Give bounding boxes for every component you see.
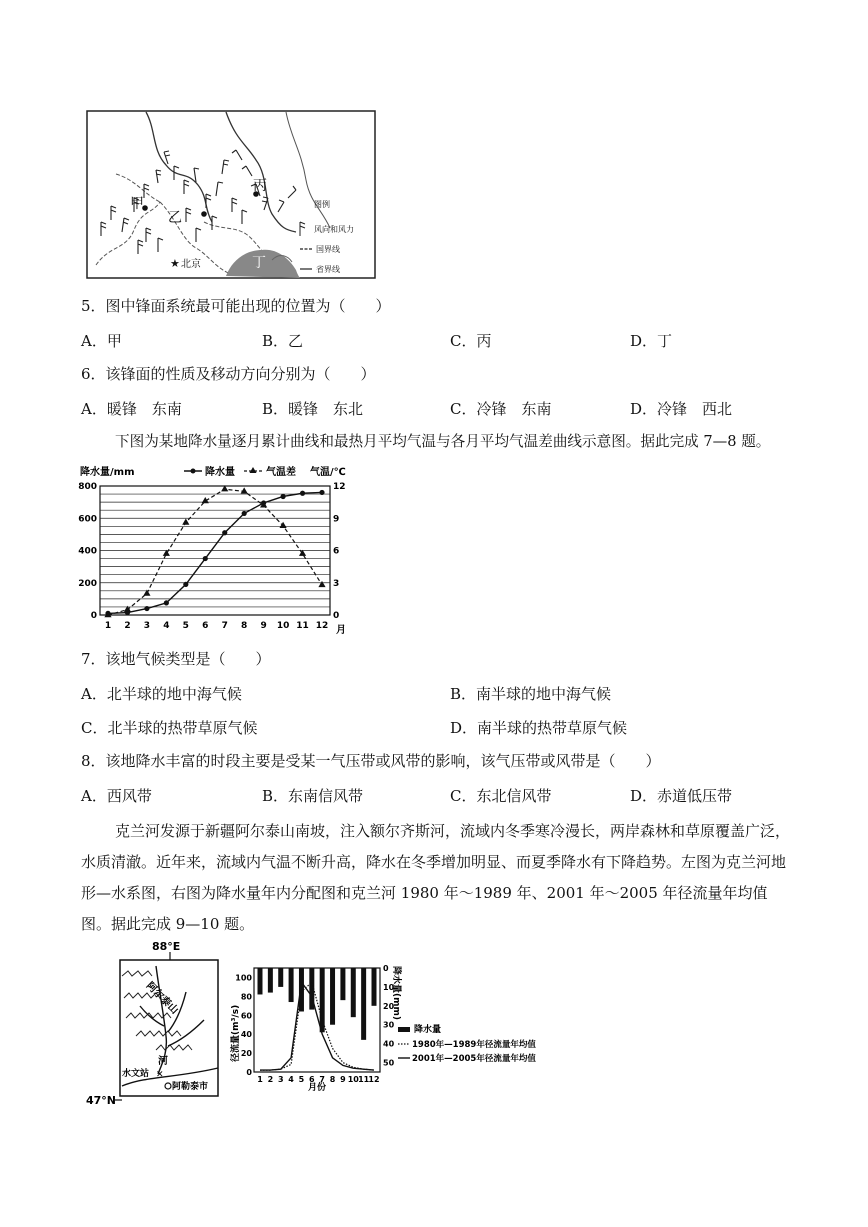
station-label: 水文站 [122, 1069, 150, 1079]
q6-option-c[interactable]: C．冷锋 东南 [450, 400, 552, 418]
temp-diff-point [241, 487, 248, 493]
precip-axis-label: 降水量(mm) [391, 966, 401, 1020]
month-tick-label: 11 [358, 1075, 370, 1084]
y2-tick-label: 6 [333, 546, 340, 557]
month-tick-label: 5 [298, 1075, 305, 1084]
precip-bar [320, 968, 325, 1032]
legend-wind: 风向和风力 [314, 225, 354, 234]
capital-star-icon: ★ [170, 257, 180, 270]
q6-option-a[interactable]: A．暖锋 东南 [81, 400, 182, 418]
x-tick-label: 9 [260, 621, 267, 631]
x-tick-label: 6 [202, 621, 209, 631]
runoff-tick-label: 100 [235, 973, 252, 983]
runoff-tick-label: 80 [240, 992, 252, 1002]
legend-province: 省界线 [316, 265, 340, 274]
precip-point [319, 490, 324, 495]
precip-point [164, 600, 169, 605]
runoff-tick-label: 20 [240, 1049, 252, 1059]
q6-option-b[interactable]: B．暖锋 东北 [262, 400, 364, 418]
latitude-label: 47°N [86, 1094, 117, 1107]
place-bing: 丙 [253, 178, 267, 194]
intro-7-8: 下图为某地降水量逐月累计曲线和最热月平均气温与各月平均气温差曲线示意图。据此完成 7—8 题。 [115, 433, 771, 450]
precip-point [280, 494, 285, 499]
month-tick-label: 9 [340, 1075, 346, 1084]
mountain-label: 阿尔泰山 [143, 980, 180, 1017]
month-tick-label: 6 [309, 1075, 315, 1084]
y2-tick-label: 9 [333, 514, 340, 525]
question-7-stem: 7．该地气候类型是（ ） [81, 650, 271, 668]
x-tick-label: 3 [143, 621, 151, 631]
precip-point [203, 556, 208, 561]
precip-bar [372, 968, 377, 1006]
runoff-tick-label: 0 [246, 1068, 252, 1077]
precip-tick-label: 40 [383, 1039, 395, 1049]
q5-option-d[interactable]: D．丁 [630, 332, 673, 350]
x-tick-label: 1 [104, 621, 112, 631]
temp-diff-point [279, 522, 286, 528]
x-tick-label: 4 [163, 621, 170, 631]
x-tick-label: 12 [315, 621, 329, 631]
y-tick-label: 800 [78, 482, 97, 492]
temp-diff-point [124, 606, 131, 612]
precip-bar [361, 968, 366, 1040]
q7-option-d[interactable]: D．南半球的热带草原气候 [450, 719, 628, 737]
x-tick-label: 2 [124, 621, 131, 631]
y-tick-label: 600 [78, 514, 97, 525]
kelan-river-map [86, 936, 226, 1108]
station-icon: ✕ [156, 1070, 164, 1080]
q8-option-b[interactable]: B．东南信风带 [262, 787, 364, 805]
temp-diff-point [143, 590, 150, 596]
longitude-label: 88°E [152, 940, 181, 953]
x-tick-label: 8 [241, 621, 248, 631]
month-tick-label: 1 [257, 1075, 263, 1084]
y-tick-label: 200 [78, 578, 97, 589]
y2-tick-label: 3 [333, 578, 340, 589]
legend-bar-label: 降水量 [414, 1025, 442, 1035]
x-tick-label: 11 [296, 621, 309, 631]
x-tick-label: 7 [221, 621, 228, 631]
precip-bar [278, 968, 283, 987]
runoff-axis-label: 径流量(m³/s) [231, 1004, 241, 1062]
legend-national: 国界线 [316, 245, 340, 254]
river-label: 河 [158, 1056, 168, 1067]
x-tick-label: 10 [276, 621, 290, 631]
legend-precip-label: 降水量 [205, 467, 235, 478]
question-8-stem: 8．该地降水丰富的时段主要是受某一气压带或风带的影响，该气压带或风带是（ ） [81, 752, 661, 770]
precip-bar [258, 968, 263, 994]
legend-temp-triangle-icon [250, 467, 257, 473]
city-label: 阿勒泰市 [172, 1082, 209, 1092]
q7-option-b[interactable]: B．南半球的地中海气候 [450, 685, 612, 703]
place-yi: 乙 [168, 210, 182, 226]
question-6-stem: 6．该锋面的性质及移动方向分别为（ ） [81, 365, 376, 383]
precip-bar [330, 968, 335, 1025]
q8-option-c[interactable]: C．东北信风带 [450, 787, 552, 805]
precip-bar [351, 968, 356, 1017]
precip-line [108, 492, 322, 613]
legend-bar-icon [398, 1027, 410, 1032]
month-tick-label: 4 [288, 1075, 294, 1084]
q7-option-c[interactable]: C．北半球的热带草原气候 [81, 719, 258, 737]
y-tick-label: 400 [78, 546, 97, 557]
q5-option-c[interactable]: C．丙 [450, 332, 492, 350]
runoff-precipitation-chart [228, 962, 550, 1092]
legend-title: 图例 [314, 200, 330, 209]
runoff-1980-1989-line [260, 982, 374, 1070]
precip-tick-label: 20 [383, 1001, 395, 1011]
precip-point [300, 491, 305, 496]
temp-diff-point [318, 581, 325, 587]
legend-2001-label: 2001年—2005年径流量年均值 [412, 1054, 536, 1064]
q5-option-a[interactable]: A．甲 [81, 332, 122, 350]
runoff-tick-label: 40 [240, 1030, 252, 1040]
temp-diff-line [108, 489, 322, 615]
month-tick-label: 12 [368, 1075, 380, 1084]
precip-bar [340, 968, 345, 1000]
precip-bar [289, 968, 294, 1002]
y-axis-label: 降水量/mm [80, 467, 135, 478]
month-axis-label: 月份 [308, 1083, 327, 1092]
month-tick-label: 10 [347, 1075, 359, 1084]
capital-label: 北京 [181, 259, 201, 270]
precip-point [144, 606, 149, 611]
runoff-2001-2005-line [260, 982, 374, 1070]
weather-map [86, 110, 376, 280]
legend-precip-dot-icon [191, 469, 196, 474]
q7-option-a[interactable]: A．北半球的地中海气候 [81, 685, 242, 703]
month-tick-label: 2 [267, 1075, 274, 1084]
precip-point [222, 530, 227, 535]
precip-tick-label: 10 [383, 982, 395, 992]
place-jia: 甲 [130, 196, 144, 212]
plot-frame [254, 968, 380, 1072]
y2-axis-label: 气温/℃ [310, 467, 346, 478]
precipitation-temperature-chart [78, 463, 350, 639]
place-ding: 丁 [252, 255, 266, 271]
precip-bar [268, 968, 273, 993]
question-5-stem: 5．图中锋面系统最可能出现的位置为（ ） [81, 297, 391, 315]
x-axis-unit: 月 [336, 625, 346, 636]
precip-point [242, 511, 247, 516]
y-tick-label: 0 [90, 611, 97, 621]
precip-tick-label: 0 [383, 964, 389, 973]
runoff-tick-label: 60 [240, 1011, 252, 1021]
q8-option-a[interactable]: A．西风带 [81, 787, 152, 805]
y2-tick-label: 0 [333, 611, 340, 621]
q5-option-b[interactable]: B．乙 [262, 332, 304, 350]
month-tick-label: 3 [277, 1075, 284, 1084]
q8-option-d[interactable]: D．赤道低压带 [630, 787, 733, 805]
legend-temp-label: 气温差 [266, 467, 296, 478]
legend-1980-label: 1980年—1989年径流量年均值 [412, 1040, 536, 1050]
month-tick-label: 8 [329, 1075, 336, 1084]
intro-9-10: 克兰河发源于新疆阿尔泰山南坡，注入额尔齐斯河，流域内冬季寒冷漫长，两岸森林和草原覆盖广泛，水质清澈。近年来，流域内气温不断升高，降水在冬季增加明显、而夏季降水有下降趋势。左图为克兰河地形—水系图，右图为降水量年内分配图和克兰河 1980 年～1989 年、2001 年～2005 年径流量年均值图。据此完成 9—10 题。 [81, 822, 791, 933]
x-tick-label: 5 [182, 621, 189, 631]
precip-tick-label: 50 [383, 1058, 395, 1068]
precip-point [183, 582, 188, 587]
month-tick-label: 7 [319, 1075, 325, 1084]
q6-option-d[interactable]: D．冷锋 西北 [630, 400, 733, 418]
y2-tick-label: 12 [333, 482, 346, 492]
precip-tick-label: 30 [383, 1020, 395, 1030]
